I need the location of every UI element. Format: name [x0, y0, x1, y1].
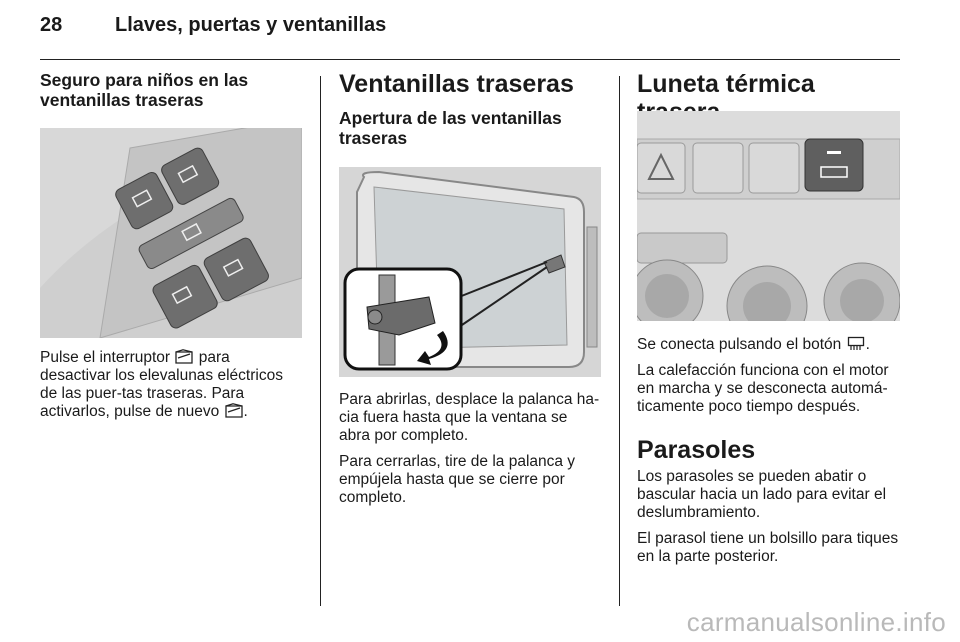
header-rule: [40, 59, 900, 60]
section-heading-sunvisors: Parasoles: [637, 436, 756, 464]
rear-defrost-icon: [847, 336, 865, 351]
text-segment: .: [243, 403, 248, 420]
text-segment: Pulse el interruptor: [40, 349, 171, 366]
column-divider-2: [619, 76, 620, 606]
rear-defrost-text: [637, 336, 901, 566]
close-instructions: Para cerrarlas, tire de la palanca y empújela hasta que se cierre por completo.: [339, 453, 576, 506]
sunvisor-pocket: El parasol tiene un bolsillo para tiques en la parte posterior.: [637, 530, 899, 565]
page-number: 28: [40, 14, 63, 36]
text-segment: .: [865, 336, 870, 353]
window-lock-icon: [175, 349, 193, 364]
defrost-activation: [637, 336, 901, 354]
dashboard-controls-illustration: [637, 111, 900, 321]
column-rear-windows: [339, 70, 601, 148]
child-lock-paragraph: [40, 349, 302, 421]
sunvisor-description: Los parasoles se pueden abatir o bascular hacia un lado para evitar el deslumbramiento.: [637, 468, 887, 521]
defrost-behavior: La calefacción funciona con el motor en marcha y se desconecta automá-ticamente poco tiempo después.: [637, 362, 889, 415]
section-heading: Ventanillas traseras: [339, 70, 574, 98]
column-divider-1: [320, 76, 321, 606]
child-lock-paragraph-wrap: [40, 349, 302, 421]
column-child-lock: [40, 70, 302, 110]
watermark: carmanualsonline.info: [686, 607, 946, 637]
subsection-heading: Apertura de las ventanillas traseras: [339, 108, 562, 148]
rear-window-latch-illustration: [339, 167, 601, 377]
window-lock-icon: [225, 403, 243, 418]
section-heading: Seguro para niños en las ventanillas traseras: [40, 70, 249, 110]
text-segment: para desactivar los elevalunas eléctricos de las puer-tas traseras. Para activarlos, pulse de nuevo: [40, 349, 283, 420]
open-instructions: Para abrirlas, desplace la palanca ha-cia fuera hasta que la ventana se abra por completo.: [339, 391, 600, 444]
door-switch-illustration: [40, 128, 302, 338]
rear-windows-text: [339, 391, 601, 507]
section-heading: Luneta térmica: [637, 70, 815, 98]
running-head: Llaves, puertas y ventanillas: [115, 14, 387, 36]
text-segment: Se conecta pulsando el botón: [637, 336, 842, 353]
